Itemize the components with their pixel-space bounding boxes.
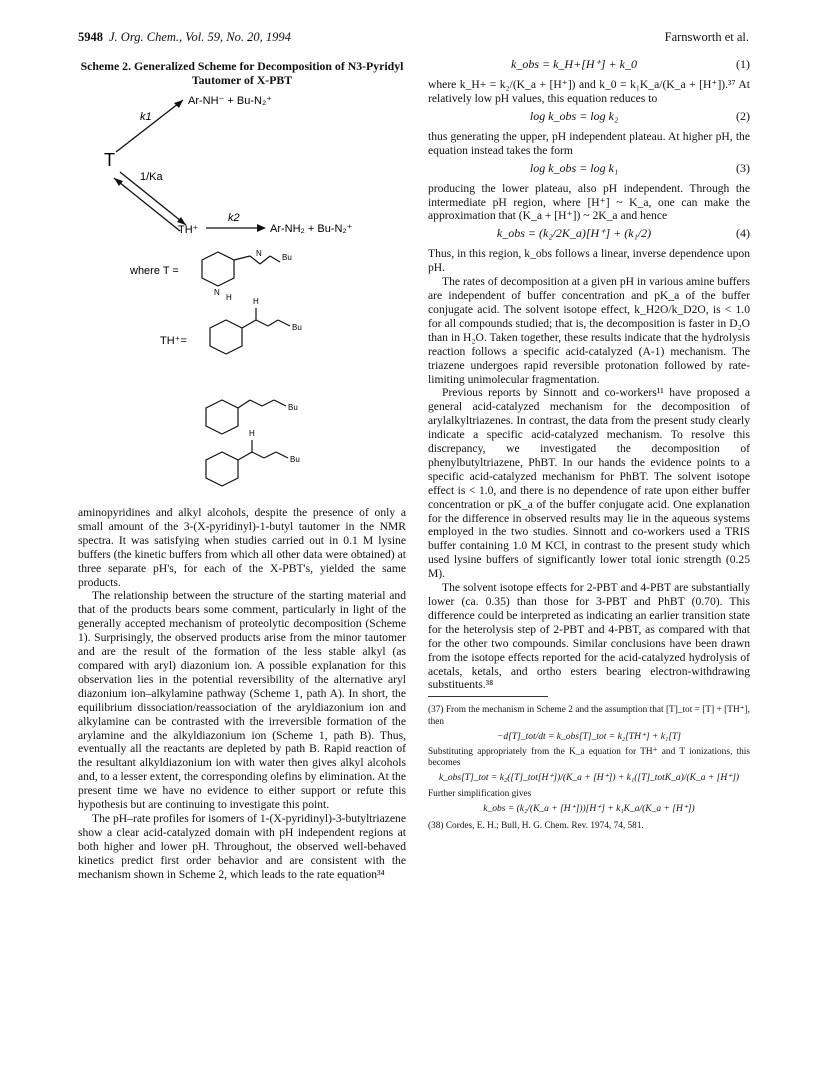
TH-H-label: H: [253, 297, 259, 306]
running-header: [78, 30, 749, 46]
right-paragraph-4: Thus, in this region, k_obs follows a linear, inverse dependence upon pH.: [428, 247, 750, 275]
scheme-where-T: where T =: [130, 265, 179, 277]
scheme-k1-label: k1: [140, 111, 152, 123]
equation-1: [428, 58, 750, 78]
T-ringN-label: N: [214, 288, 220, 297]
scheme-k2-label: k2: [228, 212, 240, 224]
scheme-TH-eq: TH⁺=: [160, 335, 187, 347]
scheme-TH-label: TH⁺: [178, 224, 199, 236]
right-paragraph-7: The solvent isotope effects for 2-PBT and 4-PBT are substantially lower (ca. 0.35) than those for 3-PBT and PhBT (0.70). This difference could be interpreted as indicating an earlier transition state for the heterolysis step of 2-PBT and 4-PBT, as compared with that for the other two compounds. Similar conclusions have been drawn from the isotope effects reported for the acid-catalyzed hydrolysis of acetals, ketals, and ortho esters bearing electron-withdrawing substituents.³⁸: [428, 581, 750, 692]
T-Bu-label: Bu: [282, 253, 292, 262]
equation-2: [428, 110, 750, 130]
header-left: [78, 30, 291, 45]
right-paragraph-3: producing the lower plateau, also pH independent. Through the intermediate pH region, where [H⁺] ~ K_a, one can make the approximation that (K_a + [H⁺]) ~ 2K_a and hence: [428, 181, 750, 223]
equation-3-number: (3): [736, 160, 750, 175]
res3-H-label: H: [249, 429, 255, 438]
TH-Bu-label: Bu: [292, 323, 302, 332]
resonance-structure-3: [206, 440, 288, 486]
footnote-37-equation-1: −d[T]_tot/dt = k_obs[T]_tot = k₂[TH⁺] + k₁[T]: [496, 731, 682, 742]
pyridine-ring-T: [202, 252, 280, 286]
scheme-Ka-label: 1/Ka: [140, 171, 163, 183]
equation-4: [428, 227, 750, 247]
footnote-37-further: Further simplification gives: [428, 788, 532, 799]
scheme-title: Scheme 2. Generalized Scheme for Decomposition of N3-Pyridyl Tautomer of X-PBT: [80, 59, 404, 87]
footnote-37-equation-3: k_obs = (k₂/(K_a + [H⁺]))[H⁺] + k₁K_a/(K_a + [H⁺]): [483, 803, 695, 814]
equation-1-number: (1): [736, 57, 750, 71]
left-paragraph-2: The relationship between the structure of the starting material and that of the products bears some comment, particularly in light of the generally accepted mechanism of proteolytic decomposition (Scheme 1). Surprisingly, the observed products arise from the minor tautomer and are the result of the formation of the less stable alkyl (as compared with aryl) diazonium ion. A possible explanation for this observation lies in the potential reversibility of the alternative aryl diazonium ion–alkylamine pathway (Scheme 1, path A). In short, the equilibrium dissociation/reassociation of the aryldiazonium ion and alkylamine can be contrasted with the irreversible formation of the arylamine and the alkyldiazonium ion (Scheme 1, path B). Thus, eventually all the reactants are depleted by path B. Rapid reaction of the resultant alkyldiazonium ion with water then gives alkyl alcohols and, to a lesser extent, the corresponding olefins by elimination. At the present time we have no evidence to either support or refute this hypothesis but are continuing to investigate this point.: [78, 589, 406, 812]
scheme-product-2: Ar-NH₂ + Bu-N₂⁺: [270, 223, 353, 235]
left-column: [78, 506, 406, 881]
left-paragraph-1: aminopyridines and alkyl alcohols, despite the presence of only a small amount of the 3-(X-pyridinyl)-1-butyl tautomer in the NMR spectra. It was satisfying when studies carried out in 0.1 M lysine buffers (the kinetic buffers from which all other data were obtained) at three separate pH's, for each of the X-PBT's, yielded the same products.: [78, 506, 406, 589]
equation-4-number: (4): [736, 226, 750, 241]
right-paragraph-1: where k_H+ = k₂/(K_a + [H⁺]) and k_0 = k₁K_a/(K_a + [H⁺]).³⁷ At relatively low pH values, this equation reduces to: [428, 78, 750, 105]
header-author: Farnsworth et al.: [664, 30, 749, 44]
equation-2-body: log k_obs = log k₂: [529, 108, 619, 123]
footnotes: [428, 705, 750, 832]
footnote-37-intro: (37) From the mechanism in Scheme 2 and the assumption that [T]_tot = [T] + [TH⁺], then: [428, 705, 750, 727]
scheme-diagram: [78, 88, 408, 498]
scheme-product-1: Ar-NH⁻ + Bu-N₂⁺: [188, 95, 273, 107]
footnote-rule: [428, 696, 548, 697]
footnote-38: (38) Cordes, E. H.; Bull, H. G. Chem. Rev. 1974, 74, 581.: [428, 820, 644, 831]
res2-Bu-label: Bu: [288, 403, 298, 412]
T-N-label: N: [256, 249, 262, 258]
scheme-T-label: T: [104, 150, 115, 170]
equation-3-body: log k_obs = log k₁: [529, 160, 619, 175]
footnote-37-middle: Substituting appropriately from the K_a equation for TH⁺ and T ionizations, this becomes: [428, 746, 750, 769]
journal-citation: J. Org. Chem., Vol. 59, No. 20, 1994: [109, 30, 291, 44]
right-paragraph-5: The rates of decomposition at a given pH in various amine buffers are independent of buffer concentration and pK_a of the buffer conjugate acid. The solvent isotope effect, k_H2O/k_D2O, is < 1.0 for all compounds studied; that is, the decomposition is faster in D₂O than in H₂O. Taken together, these results indicate that the hydrolysis reaction follows a specific acid-catalyzed (A-1) mechanism. The triazene undergoes rapid reversible protonation followed by rate-limiting unimolecular fragmentation.: [428, 275, 750, 386]
right-paragraph-6: Previous reports by Sinnott and co-workers¹¹ have proposed a general acid-catalyzed mechanism for the decomposition of arylalkyltriazenes. In contrast, the data from the present study clearly indicate a specific acid-catalyzed mechanism. To resolve this discrepancy, we investigated the decomposition of phenylbutyltriazene, PhBT. In our hands the evidence points to a specific acid-catalyzed mechanism for PhBT. The solvent isotope effect is < 1.0, and there is no dependence of rate upon either buffer concentration or pK_a of the buffer conjugate acid. One explanation for the difference in observed results may lie in the aqueous systems employed in the two studies. Sinnott and co-workers used a TRIS buffer containing 1.0 M KCl, in contrast to the present study which used lysine buffers of significantly lower total ionic strength (0.25 M).: [428, 386, 750, 581]
footnote-37-equation-2: k_obs[T]_tot = k₂([T]_tot[H⁺])/(K_a + [H⁺]) + k₁([T]_totK_a)/(K_a + [H⁺]): [438, 773, 740, 784]
equation-3: [428, 162, 750, 182]
T-H-label: H: [226, 293, 232, 302]
right-column: [428, 58, 750, 832]
res3-Bu-label: Bu: [290, 455, 300, 464]
equation-4-body: k_obs = (k₂/2K_a)[H⁺] + (k₁/2): [496, 226, 652, 241]
page-number: 5948: [78, 30, 103, 44]
equation-2-number: (2): [736, 108, 750, 123]
left-paragraph-3: The pH–rate profiles for isomers of 1-(X-pyridinyl)-3-butyltriazene show a clear acid-catalyzed domain with pH independent regions at both higher and lower pH. Throughout, the observed well-behaved kinetics predict first order behavior and are consistent with the mechanism shown in Scheme 2, which leads to the rate equation³⁴: [78, 811, 406, 881]
equation-1-body: k_obs = k_H+[H⁺] + k_0: [511, 57, 637, 71]
resonance-structure-2: [206, 400, 286, 434]
right-paragraph-2: thus generating the upper, pH independent plateau. At higher pH, the equation instead takes the form: [428, 129, 750, 157]
pyridinium-ring-TH: [210, 308, 290, 354]
